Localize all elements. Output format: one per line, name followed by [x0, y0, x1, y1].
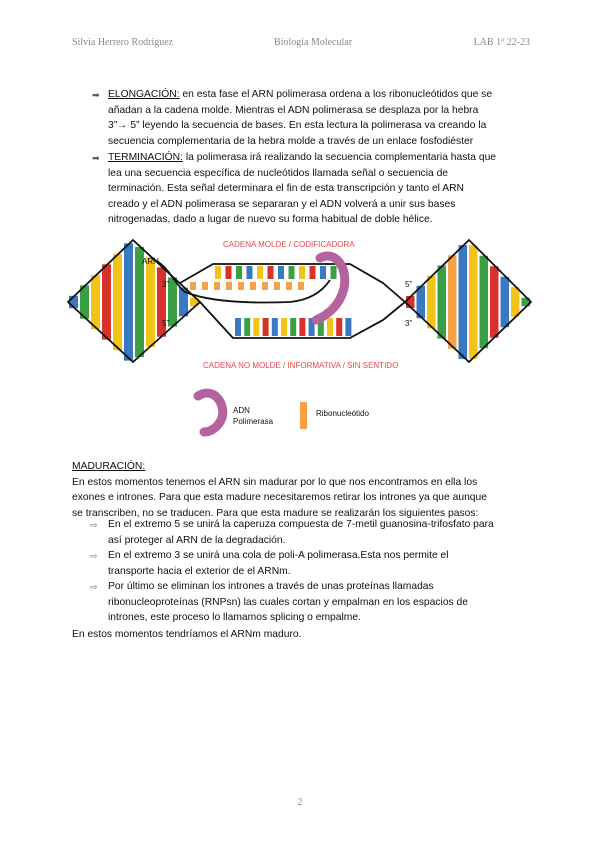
elongacion-text: añadan a la cadena molde. Mientras el ADN polimerasa se desplaza por la hebra: [108, 104, 479, 116]
elongacion-term: ELONGACIÓN:: [108, 89, 180, 100]
right-5-label: 5”: [405, 280, 413, 289]
step-text: En el extremo 3 se unirá una cola de poli-A polimerasa.Esta nos permite el: [108, 550, 449, 561]
base-pair-bar: [214, 282, 220, 290]
polymerase-icon: [316, 256, 345, 320]
base-pair-bar: [202, 282, 208, 290]
base-pair-bar: [345, 318, 351, 336]
maduracion-closing: En estos momentos tendríamos el ARNm maduro.: [72, 629, 302, 640]
base-pair-bar: [236, 266, 242, 279]
base-pair-bar: [289, 266, 295, 279]
terminacion-text: nitrogenadas, dado a lugar de nuevo su forma habitual de doble hélice.: [108, 214, 433, 226]
terminacion-term: TERMINACIÓN:: [108, 152, 183, 163]
base-pair-bar: [226, 266, 232, 279]
base-pair-bar: [501, 277, 510, 328]
base-pair-bar: [113, 254, 122, 350]
base-pair-bar: [336, 318, 342, 336]
header-course: LAB 1º 22-23: [473, 37, 530, 48]
terminacion-text: terminación. Esta señal determinara el fin de esta transcripción y tanto el ARN: [108, 183, 464, 195]
base-pairs: [69, 243, 530, 360]
base-pair-bar: [448, 255, 457, 348]
base-pair-bar: [244, 318, 250, 336]
base-pair-bar: [226, 282, 232, 290]
base-pair-bar: [331, 266, 337, 279]
step-text: ribonucleoproteínas (RNPsn) las cuales cortan y empalman en los espacios de: [108, 596, 469, 608]
maduracion-section: [72, 459, 542, 521]
base-pair-bar: [459, 245, 468, 359]
base-pair-bar: [327, 318, 333, 336]
base-pair-bar: [190, 282, 196, 290]
base-pair-bar: [268, 266, 274, 279]
base-pair-bar: [168, 277, 177, 326]
header-subject: Biología Molecular: [274, 37, 353, 48]
base-pair-bar: [257, 266, 263, 279]
base-pair-bar: [250, 282, 256, 290]
step-text: Por último se eliminan los intrones a través de unas proteínas llamadas: [108, 581, 434, 592]
terminacion-text: la polimerasa irá realizando la secuencia complementaria hasta que: [182, 152, 497, 163]
base-pair-bar: [320, 266, 326, 279]
maduracion-text: En estos momentos tenemos el ARN sin madurar por lo que nos encontramos en ella los: [72, 476, 478, 488]
right-3-label: 3”: [405, 319, 413, 328]
legend-polymerase-label: Polimerasa: [233, 417, 274, 426]
base-pair-bar: [274, 282, 280, 290]
base-pair-bar: [469, 245, 478, 359]
base-pair-bar: [298, 282, 304, 290]
maduracion-step-3: [108, 579, 548, 626]
base-pair-bar: [272, 318, 278, 336]
hollow-arrow-bullet-icon: ⇨: [90, 551, 98, 561]
maduracion-step-1: [108, 517, 548, 548]
arrow-bullet-icon: ➡: [92, 153, 100, 163]
base-pair-bar: [235, 318, 241, 336]
step-text: intrones, este proceso lo llamamos splicing o empalme.: [108, 612, 361, 624]
step-text: así proteger al ARN de la degradación.: [108, 534, 286, 546]
base-pair-bar: [290, 318, 296, 336]
hollow-arrow-bullet-icon: ⇨: [90, 520, 98, 530]
arrow-bullet-icon: ➡: [92, 90, 100, 100]
base-pair-bar: [262, 282, 268, 290]
base-pair-bar: [146, 257, 155, 347]
base-pair-bar: [124, 243, 133, 360]
base-pair-bar: [281, 318, 287, 336]
terminacion-text: lea una secuencia específica de nucleótidos llamada señal o secuencia de: [108, 167, 449, 179]
base-pair-bar: [253, 318, 259, 336]
base-pair-bar: [299, 318, 305, 336]
elongacion-text: en esta fase el ARN polimerasa ordena a los ribonucleótidos que se: [179, 89, 493, 100]
maduracion-step-2: [108, 548, 548, 579]
base-pair-bar: [438, 265, 447, 338]
base-pair-bar: [91, 275, 100, 329]
maduracion-title: MADURACIÓN:: [72, 461, 146, 472]
legend-polymerase-icon: [198, 393, 223, 432]
base-pair-bar: [215, 266, 221, 279]
base-pair-bar: [299, 266, 305, 279]
terminacion-text: creado y el ADN polimerasa se separaran y el ADN volverá a unir sus bases: [108, 198, 456, 210]
header-author: Silvia Herrero Rodriguez: [72, 37, 174, 48]
left-3-label: 3”: [162, 280, 170, 289]
legend-ribonucleotide-label: Ribonucleótido: [316, 409, 369, 418]
maduracion-text: exones e intrones. Para que esta madure necesitaremos retirar los intrones ya que aunque: [72, 492, 487, 504]
left-5-label: 5”: [162, 319, 170, 328]
base-pair-bar: [263, 318, 269, 336]
step-text: En el extremo 5 se unirá la caperuza compuesta de 7-metil guanosina-trifosfato para: [108, 519, 494, 530]
arn-label: ARN: [142, 257, 159, 266]
bottom-strand-label: CADENA NO MOLDE / INFORMATIVA / SIN SENTIDO: [203, 361, 399, 370]
page-number: 2: [297, 797, 303, 808]
maduracion-text: se transcriben, no se traducen. Para que esta madure se realizarán los siguientes pasos:: [72, 507, 479, 519]
base-pair-bar: [480, 256, 489, 349]
base-pair-bar: [490, 266, 499, 338]
top-strand-label: CADENA MOLDE / CODIFICADORA: [223, 240, 355, 249]
base-pair-bar: [511, 287, 520, 317]
elongacion-text: 3”→ 5” leyendo la secuencia de bases. En esta lectura la polimerasa va creando la: [108, 120, 487, 132]
elongacion-text: secuencia complementaria de la hebra molde a través de un enlace fosfodiéster: [108, 135, 474, 147]
hollow-arrow-bullet-icon: ⇨: [90, 582, 98, 592]
base-pair-bar: [238, 282, 244, 290]
legend-ribonucleotide-swatch: [300, 402, 307, 429]
base-pair-bar: [102, 264, 111, 339]
base-pair-bar: [247, 266, 253, 279]
base-pair-bar: [286, 282, 292, 290]
base-pair-bar: [310, 266, 316, 279]
step-text: transporte hacia el exterior de el ARNm.: [108, 565, 291, 577]
base-pair-bar: [278, 266, 284, 279]
legend-polymerase-label: ADN: [233, 406, 250, 415]
base-pair-bar: [427, 276, 436, 329]
